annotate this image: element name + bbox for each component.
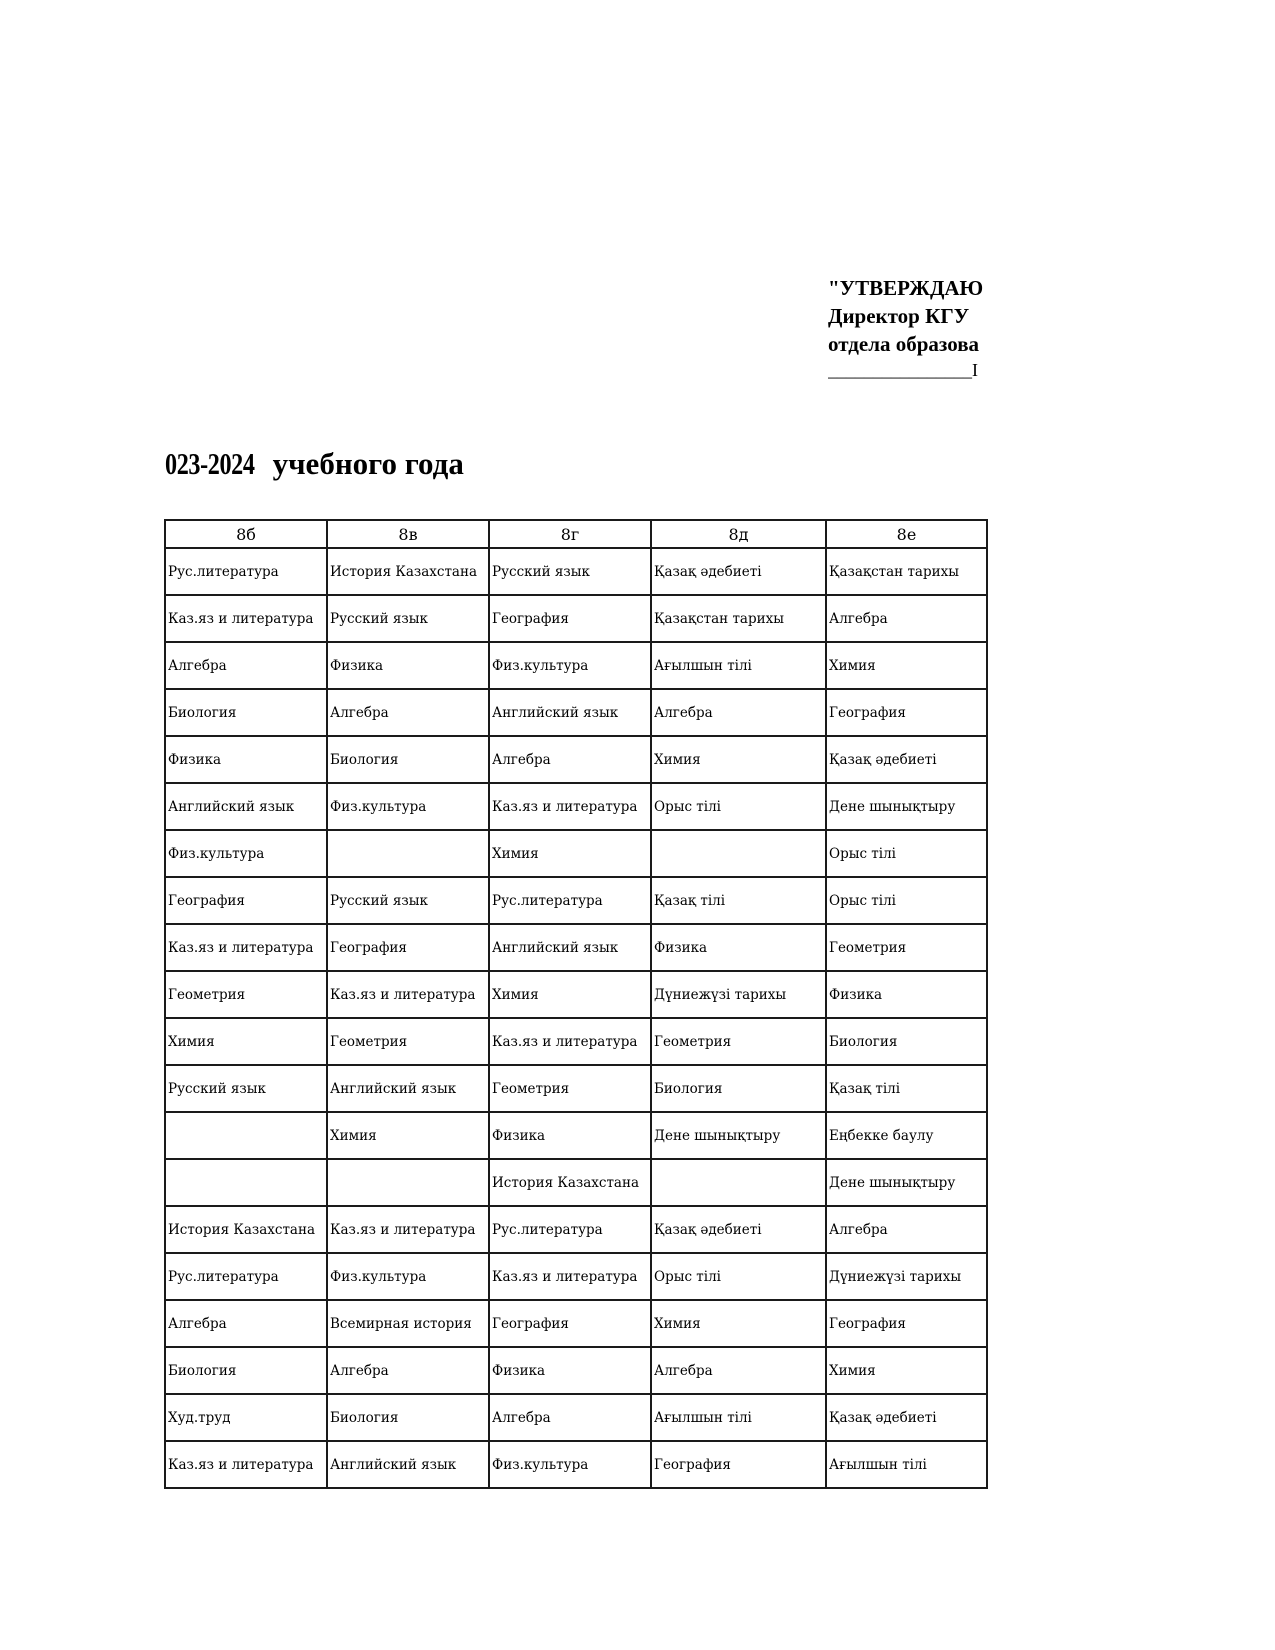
table-cell: Физ.культура <box>165 830 327 877</box>
table-row <box>165 548 987 595</box>
table-cell: Алгебра <box>651 1347 826 1394</box>
table-cell: Алгебра <box>327 689 489 736</box>
table-cell: Қазақстан тарихы <box>826 548 987 595</box>
table-cell: Русский язык <box>327 877 489 924</box>
table-cell: Химия <box>327 1112 489 1159</box>
table-row <box>165 1347 987 1394</box>
title-text: учебного года <box>272 446 464 481</box>
table-cell: Алгебра <box>165 642 327 689</box>
table-row <box>165 642 987 689</box>
approval-block <box>828 274 988 394</box>
approval-department: отдела образова <box>828 332 980 356</box>
title-year: 023-2024 <box>165 446 255 481</box>
table-cell: Физ.культура <box>489 642 651 689</box>
column-header: 8б <box>165 520 327 548</box>
table-cell: Каз.яз и литература <box>165 595 327 642</box>
table-cell: Қазақ тілі <box>651 877 826 924</box>
table-cell: Дене шынықтыру <box>826 783 987 830</box>
table-cell: Қазақ әдебиеті <box>651 548 826 595</box>
table-cell: Дүниежүзі тарихы <box>651 971 826 1018</box>
table-row <box>165 1394 987 1441</box>
column-header: 8в <box>327 520 489 548</box>
table-cell: География <box>165 877 327 924</box>
table-row <box>165 736 987 783</box>
table-cell: Химия <box>826 642 987 689</box>
table-cell <box>165 1112 327 1159</box>
table-cell: Каз.яз и литература <box>489 783 651 830</box>
table-row <box>165 1112 987 1159</box>
table-cell: Химия <box>165 1018 327 1065</box>
table-cell: Қазақ әдебиеті <box>651 1206 826 1253</box>
table-cell: Каз.яз и литература <box>327 1206 489 1253</box>
table-cell: Алгебра <box>826 595 987 642</box>
table-cell <box>327 1159 489 1206</box>
table-cell: Каз.яз и литература <box>489 1018 651 1065</box>
table-cell <box>651 830 826 877</box>
table-row <box>165 877 987 924</box>
table-cell: Дүниежүзі тарихы <box>826 1253 987 1300</box>
table-cell: Орыс тілі <box>651 783 826 830</box>
table-cell: География <box>826 1300 987 1347</box>
table-cell: Английский язык <box>165 783 327 830</box>
table-cell: Орыс тілі <box>826 830 987 877</box>
table-cell: Каз.яз и литература <box>165 1441 327 1488</box>
table-row <box>165 830 987 877</box>
table-cell: Биология <box>327 736 489 783</box>
table-cell: Қазақстан тарихы <box>651 595 826 642</box>
table-cell: Биология <box>165 689 327 736</box>
table-cell: Рус.литература <box>489 1206 651 1253</box>
table-cell: Геометрия <box>489 1065 651 1112</box>
table-cell: Русский язык <box>327 595 489 642</box>
table-cell <box>165 1159 327 1206</box>
table-cell: Физ.культура <box>327 1253 489 1300</box>
table-cell: География <box>489 595 651 642</box>
table-cell: Алгебра <box>826 1206 987 1253</box>
table-cell: Алгебра <box>327 1347 489 1394</box>
table-cell: Геометрия <box>651 1018 826 1065</box>
table-cell: Каз.яз и литература <box>327 971 489 1018</box>
table-cell: Геометрия <box>327 1018 489 1065</box>
table-cell: Еңбекке баулу <box>826 1112 987 1159</box>
table-cell: История Казахстана <box>165 1206 327 1253</box>
table-cell: Қазақ әдебиеті <box>826 1394 987 1441</box>
table-cell: Рус.литература <box>165 548 327 595</box>
table-cell: Дене шынықтыру <box>826 1159 987 1206</box>
table-cell: Ағылшын тілі <box>651 642 826 689</box>
table-row <box>165 924 987 971</box>
table-cell: Русский язык <box>165 1065 327 1112</box>
table-cell: Биология <box>826 1018 987 1065</box>
table-cell: География <box>489 1300 651 1347</box>
table-cell: Физика <box>489 1347 651 1394</box>
table-cell: Алгебра <box>165 1300 327 1347</box>
column-header: 8д <box>651 520 826 548</box>
table-cell: Химия <box>651 1300 826 1347</box>
table-cell: История Казахстана <box>327 548 489 595</box>
table-row <box>165 689 987 736</box>
table-cell: Алгебра <box>489 736 651 783</box>
table-row <box>165 1206 987 1253</box>
table-cell: Химия <box>651 736 826 783</box>
table-row <box>165 1441 987 1488</box>
table-cell: Қазақ тілі <box>826 1065 987 1112</box>
table-cell: Ағылшын тілі <box>651 1394 826 1441</box>
table-cell: Физика <box>327 642 489 689</box>
table-cell: Химия <box>489 830 651 877</box>
table-row <box>165 1065 987 1112</box>
table-cell: Физика <box>489 1112 651 1159</box>
table-cell: Русский язык <box>489 548 651 595</box>
table-cell: История Казахстана <box>489 1159 651 1206</box>
approval-director: Директор КГУ <box>828 304 970 328</box>
signature-line: ________________I <box>828 360 978 380</box>
column-header: 8г <box>489 520 651 548</box>
table-cell: Геометрия <box>826 924 987 971</box>
table-cell: Рус.литература <box>165 1253 327 1300</box>
schedule-table <box>164 519 988 1489</box>
table-cell <box>651 1159 826 1206</box>
table-cell: Худ.труд <box>165 1394 327 1441</box>
table-cell: Алгебра <box>489 1394 651 1441</box>
table-row <box>165 1300 987 1347</box>
table-row <box>165 783 987 830</box>
table-cell: Химия <box>826 1347 987 1394</box>
table-cell: Физ.культура <box>489 1441 651 1488</box>
table-cell: Английский язык <box>489 689 651 736</box>
table-cell: Физика <box>165 736 327 783</box>
column-header: 8е <box>826 520 987 548</box>
table-cell: Английский язык <box>327 1065 489 1112</box>
table-row <box>165 595 987 642</box>
table-cell: География <box>327 924 489 971</box>
approval-heading: "УТВЕРЖДАЮ <box>828 276 984 300</box>
table-cell: Английский язык <box>489 924 651 971</box>
table-cell: Физика <box>826 971 987 1018</box>
page-title <box>165 444 464 484</box>
table-cell: Алгебра <box>651 689 826 736</box>
table-cell: Английский язык <box>327 1441 489 1488</box>
table-row <box>165 1018 987 1065</box>
table-row <box>165 1253 987 1300</box>
table-cell: Геометрия <box>165 971 327 1018</box>
table-cell: Дене шынықтыру <box>651 1112 826 1159</box>
table-cell: Каз.яз и литература <box>165 924 327 971</box>
table-cell: География <box>826 689 987 736</box>
table-row <box>165 1159 987 1206</box>
table-cell: Биология <box>651 1065 826 1112</box>
table-body <box>165 548 987 1488</box>
table-row <box>165 971 987 1018</box>
table-header-row <box>165 520 987 548</box>
table-cell: Физика <box>651 924 826 971</box>
table-cell: Химия <box>489 971 651 1018</box>
table-cell: Физ.культура <box>327 783 489 830</box>
table-cell: Биология <box>165 1347 327 1394</box>
table-cell: Орыс тілі <box>651 1253 826 1300</box>
table-cell: Қазақ әдебиеті <box>826 736 987 783</box>
table-cell <box>327 830 489 877</box>
table-cell: Биология <box>327 1394 489 1441</box>
table-cell: Ағылшын тілі <box>826 1441 987 1488</box>
table-cell: Орыс тілі <box>826 877 987 924</box>
table-cell: Каз.яз и литература <box>489 1253 651 1300</box>
table-cell: Рус.литература <box>489 877 651 924</box>
table-cell: Всемирная история <box>327 1300 489 1347</box>
table-cell: География <box>651 1441 826 1488</box>
